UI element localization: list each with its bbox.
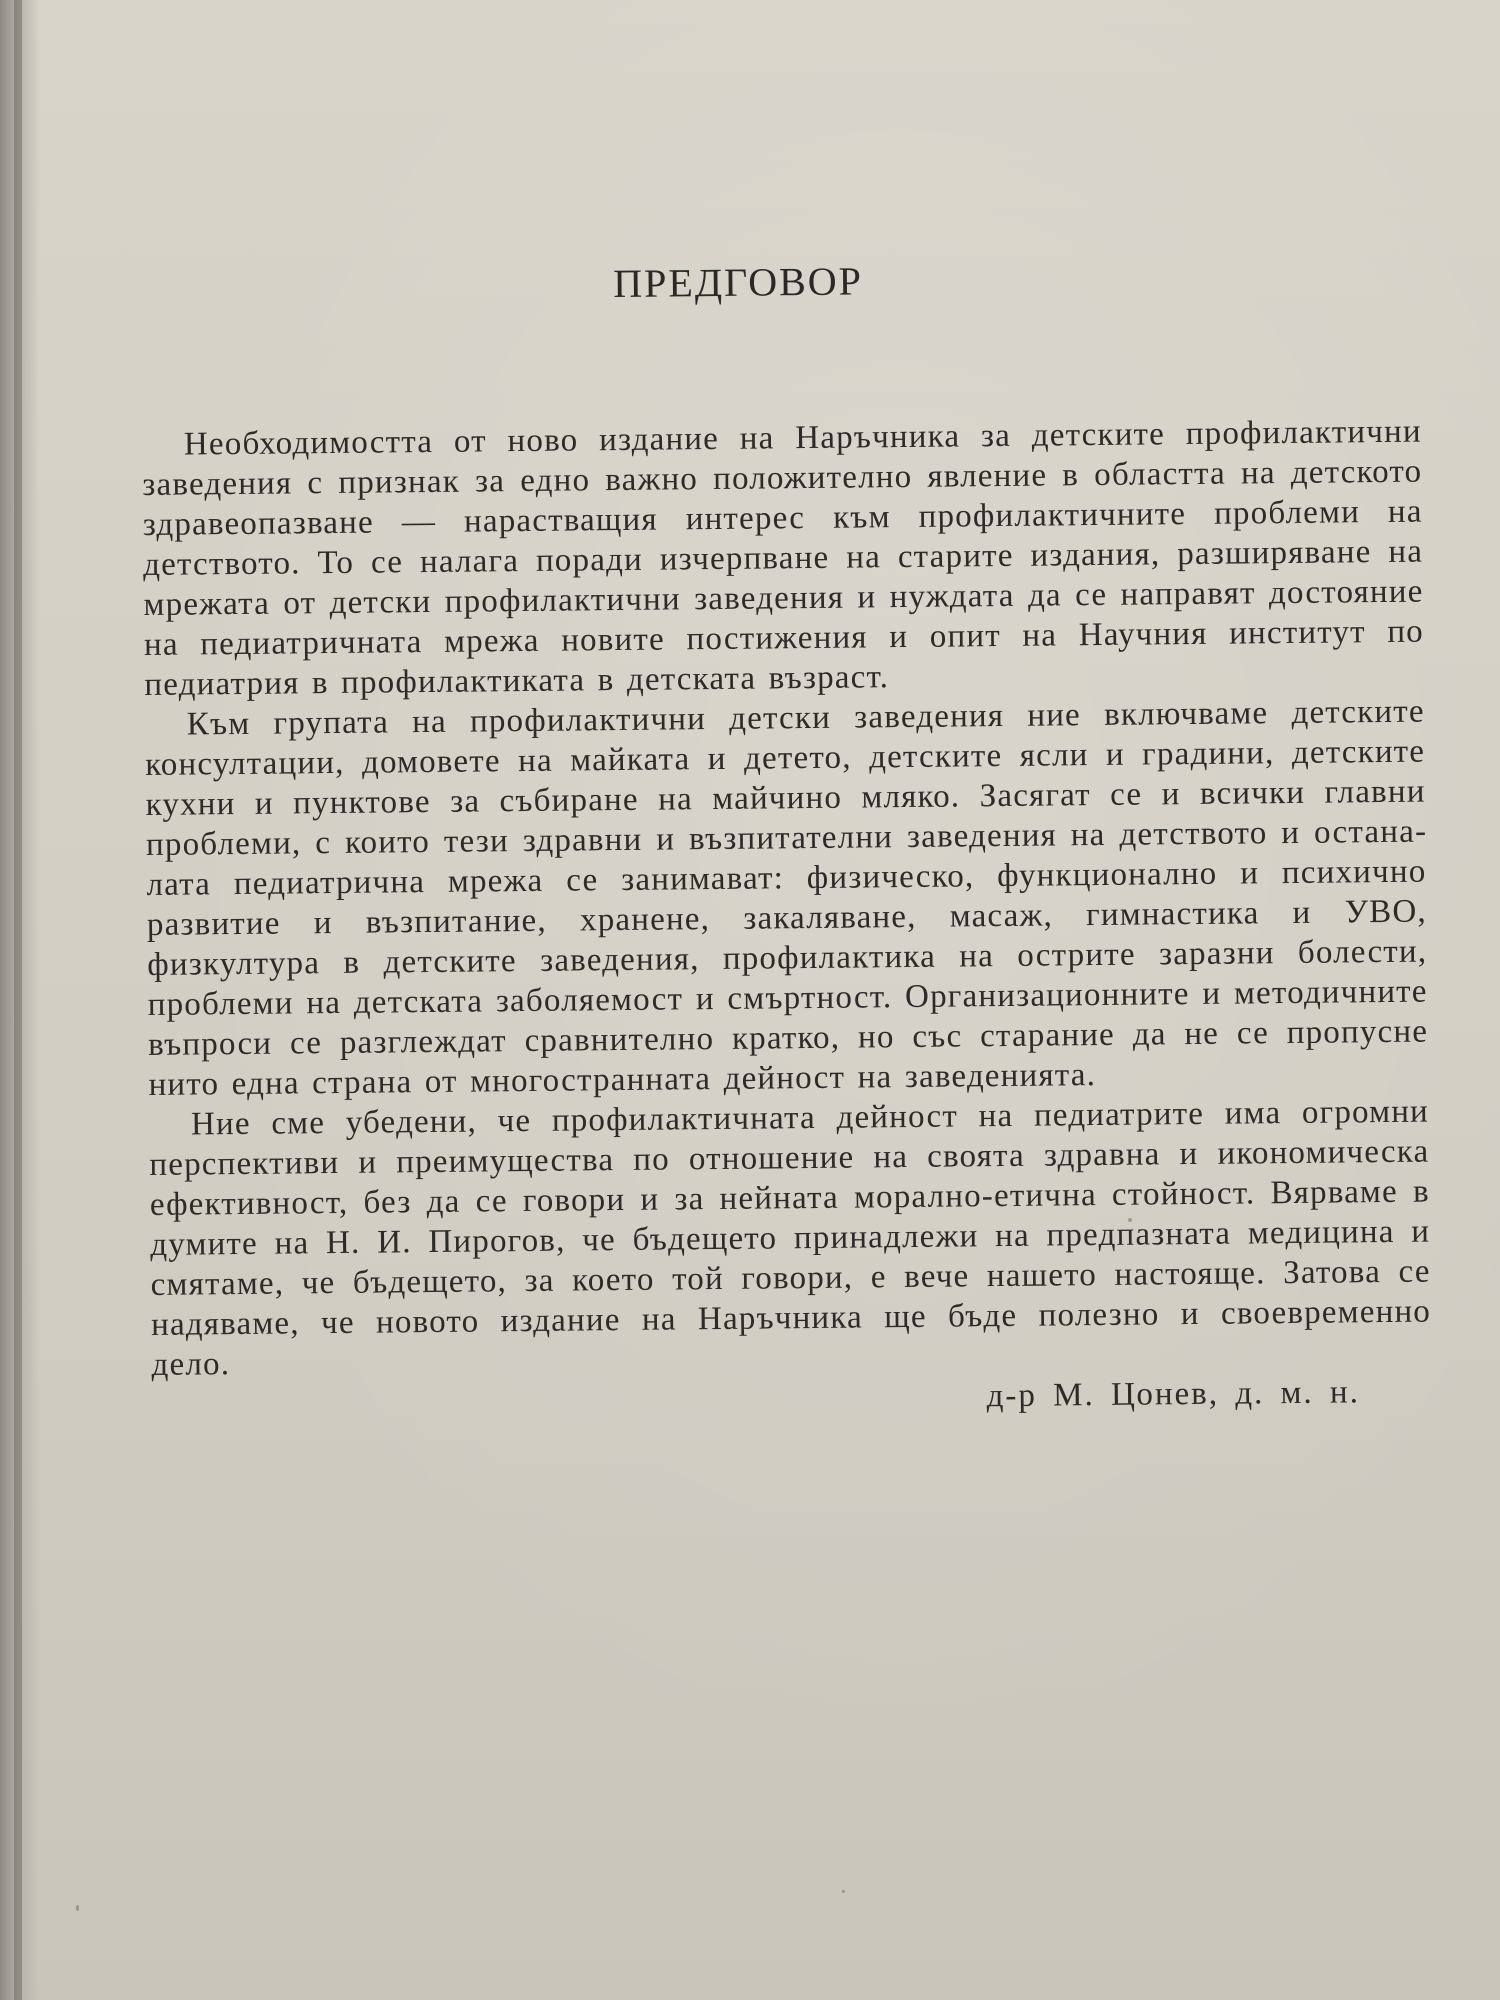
- preface-body: [142, 412, 1432, 1425]
- paragraph-1: Необходимостта от ново издание на Наръчника за детските профилактични заведения с признак за едно важно положително явление в областта на детското здравеопазване — нарастващия интерес към профилактичните проблеми на детството. То се налага поради изчерпване на старите издания, разширяване на мрежата от детски профилактични заведения и нуждата да се направят достояние на педиатричната мрежа новите постижения и опит на Научния институт по педиатрия в профилактиката в детската възраст.: [142, 413, 1425, 703]
- author-signature: д-р М. Цонев, д. м. н.: [986, 1374, 1361, 1415]
- page-title: ПРЕДГОВОР: [612, 258, 864, 307]
- paragraph-3: Ние сме убедени, че профилактичната дейност на педиатрите има огромни перспективи и преимущества по отношение на своята здравна и икономическа ефективност, без да се говори и за нейната морално-етична стойност. Вярваме в думите на Н. И. Пирогов, че бъдещето принадлежи на предпазната медицина и смятаме, че бъдещето, за което той говори, е вече нашето настояще. Затова се надяваме, че новото издание на Наръчника ще бъде полезно и своевременно дело.: [149, 1093, 1432, 1383]
- paper-speck: [1128, 1218, 1132, 1222]
- paper-speck: [842, 1890, 845, 1893]
- preface-text-block: [140, 252, 1432, 1415]
- paper-speck: [76, 1905, 79, 1911]
- paragraph-2: Към групата на профилактични детски заведения ние включваме детските консултации, домовете на майката и детето, детските ясли и градини, детските кухни и пунктове за събиране на майчино мляко. Засягат се и всички главни проблеми, с които тези здравни и възпитателни заведения на детството и останалата педиатрична мрежа се занимават: физическо, функционално и психично развитие и възпитание, хранене, закаляване, масаж, гимнастика и УВО, физкултура в детските заведения, профилактика на острите заразни болести, проблеми на детската заболяемост и смъртност. Организационните и методичните въпроси се разглеждат сравнително кратко, но със старание да не се пропусне нито една страна от многостранната дейност на заведенията.: [145, 693, 1429, 1103]
- page-edge-shadow: [14, 0, 22, 2000]
